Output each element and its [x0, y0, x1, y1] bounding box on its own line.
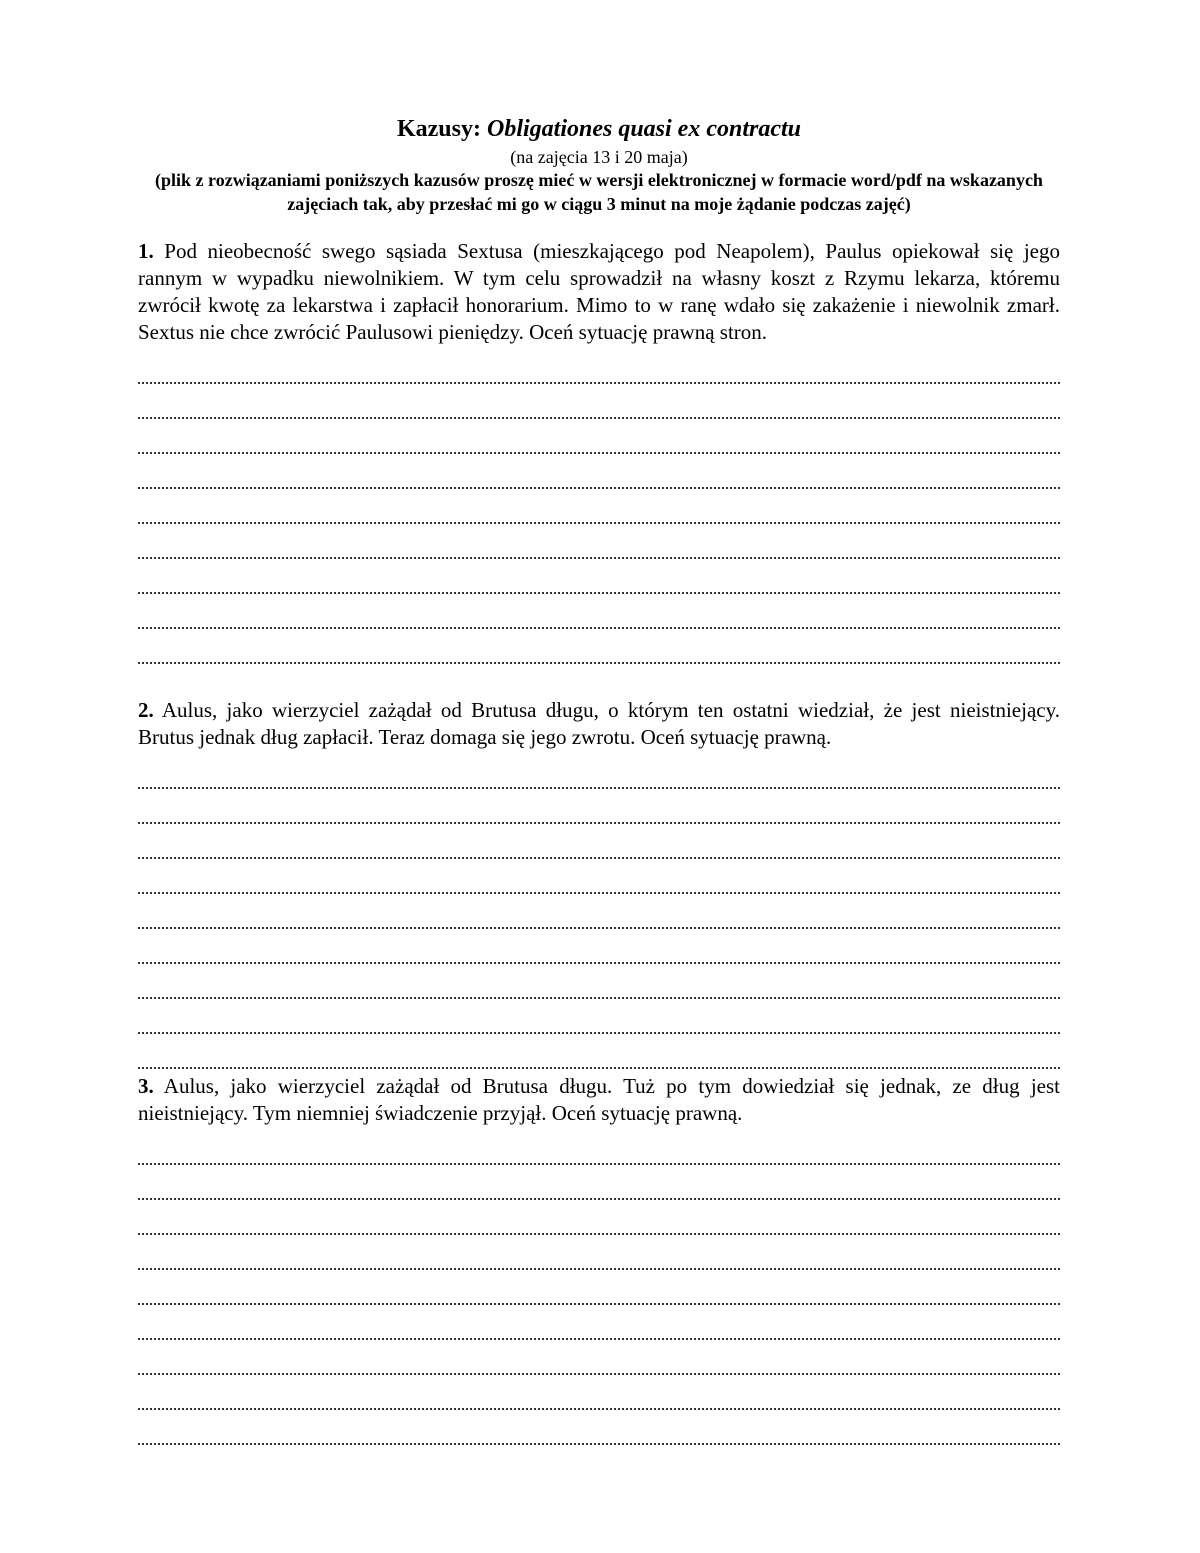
case-3 [138, 1073, 1060, 1445]
case-number: 2. [138, 698, 154, 722]
case-text [138, 238, 1060, 346]
answer-line [138, 1375, 1060, 1410]
answer-lines [138, 759, 1060, 1069]
page-title [138, 112, 1060, 146]
answer-line [138, 999, 1060, 1034]
answer-line [138, 1305, 1060, 1340]
answer-line [138, 1200, 1060, 1235]
title-prefix: Kazusy: [396, 116, 487, 142]
case-2 [138, 697, 1060, 1069]
case-1 [138, 238, 1060, 664]
answer-line [138, 1340, 1060, 1375]
title-italic: Obligationes quasi ex contractu [486, 116, 802, 142]
case-body: Pod nieobecność swego sąsiada Sextusa (mieszkającego pod Neapolem), Paulus opiekował się jego rannym w wypadku niewolnikiem. W tym celu sprowadził na własny koszt z Rzymu lekarza, któremu zwrócił kwotę za lekarstwa i zapłacił honorarium. Mimo to w ranę wdało się zakażenie i niewolnik zmarł. Sextus nie chce zwrócić Paulusowi pieniędzy. Oceń sytuację prawną stron. [138, 239, 1060, 344]
answer-line [138, 824, 1060, 859]
answer-line [138, 1165, 1060, 1200]
answer-line [138, 1410, 1060, 1445]
answer-lines [138, 354, 1060, 664]
answer-line [138, 489, 1060, 524]
answer-line [138, 524, 1060, 559]
case-number: 3. [138, 1074, 154, 1098]
answer-line [138, 859, 1060, 894]
answer-line [138, 1235, 1060, 1270]
answer-line [138, 594, 1060, 629]
case-text [138, 697, 1060, 751]
answer-line [138, 559, 1060, 594]
answer-line [138, 759, 1060, 789]
case-number: 1. [138, 239, 154, 263]
answer-line [138, 1270, 1060, 1305]
answer-lines [138, 1135, 1060, 1445]
answer-line [138, 894, 1060, 929]
case-text [138, 1073, 1060, 1127]
answer-line [138, 384, 1060, 419]
instructions: (plik z rozwiązaniami poniższych kazusów proszę mieć w wersji elektronicznej w formacie word/pdf na wskazanych zajęciach tak, aby przesłać mi go w ciągu 3 minut na moje żądanie podczas zajęć) [155, 170, 1043, 214]
document-header [138, 112, 1060, 216]
answer-line [138, 929, 1060, 964]
case-body: Aulus, jako wierzyciel zażądał od Brutusa długu. Tuż po tym dowiedział się jednak, ze dług jest nieistniejący. Tym niemniej świadczenie przyjął. Oceń sytuację prawną. [138, 1074, 1060, 1125]
answer-line [138, 354, 1060, 384]
subtitle: (na zajęcia 13 i 20 maja) [510, 147, 688, 167]
answer-line [138, 1034, 1060, 1069]
case-body: Aulus, jako wierzyciel zażądał od Brutusa długu, o którym ten ostatni wiedział, że jest nieistniejący. Brutus jednak dług zapłacił. Teraz domaga się jego zwrotu. Oceń sytuację prawną. [138, 698, 1060, 749]
answer-line [138, 454, 1060, 489]
answer-line [138, 1135, 1060, 1165]
answer-line [138, 419, 1060, 454]
answer-line [138, 629, 1060, 664]
answer-line [138, 789, 1060, 824]
answer-line [138, 964, 1060, 999]
